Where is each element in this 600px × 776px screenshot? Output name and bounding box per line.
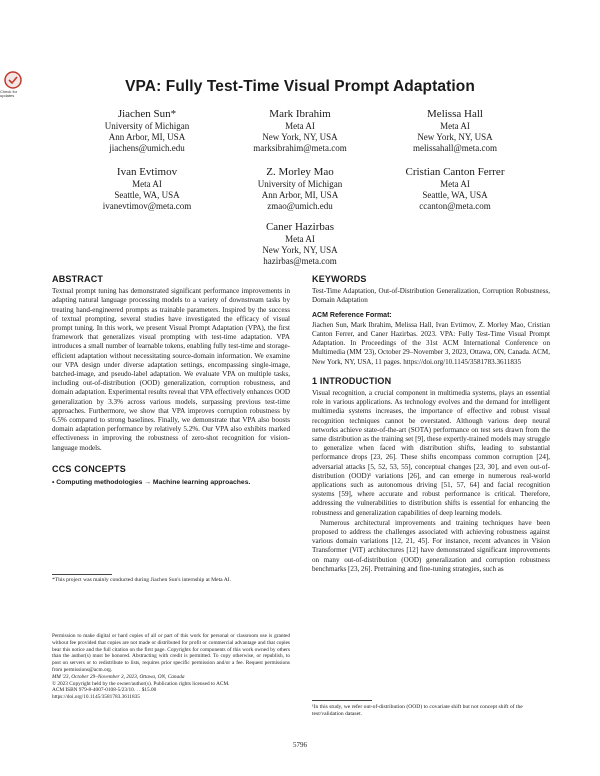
author-location: Seattle, WA, USA	[422, 190, 488, 201]
footnote-left: *This project was mainly conducted during Jiachen Sun's internship at Meta AI.	[52, 577, 232, 583]
author-block	[370, 107, 540, 155]
author-affiliation: Meta AI	[440, 179, 470, 189]
paper-title: VPA: Fully Test-Time Visual Prompt Adaptation	[125, 78, 475, 95]
author-block	[215, 220, 385, 268]
ccs-text: • Computing methodologies → Machine learning approaches.	[52, 479, 251, 487]
page-number: 5796	[293, 741, 307, 749]
author-email[interactable]: zmao@umich.edu	[267, 201, 333, 212]
introduction-heading: 1 INTRODUCTION	[312, 375, 392, 386]
author-affiliation: Meta AI	[440, 121, 470, 131]
author-name: Z. Morley Mao	[266, 166, 334, 178]
author-name: Ivan Evtimov	[116, 166, 178, 178]
abstract-text: Textual prompt tuning has demonstrated significant performance improvements in adapting natural language processing models to a variety of downstream tasks by treating hand-engineered prompts as trainable parameters. Inspired by the success of textual prompting, several studies have investigated the efficacy of visual prompt tuning. In this work, we present Visual Prompt Adaptation (VPA), the first framework that generalizes visual prompting with test-time adaptation. VPA introduces a small number of learnable tokens, enabling fully test-time and storage-efficient adaptation without necessitating source-domain information. We examine our VPA design under diverse adaptation settings, encompassing single-image, batched-image, and pseudo-label adaptation. We evaluate VPA on multiple tasks, including out-of-distribution (OOD) generalization, corruption robustness, and domain adaptation. Experimental results reveal that VPA effectively enhances OOD generalization by 3.3% across various models, surpassing previous test-time approaches. Furthermore, we show that VPA improves corruption robustness by 6.5% compared to strong baselines. Finally, we demonstrate that VPA also boosts domain adaptation performance by relatively 5.2%. Our VPA also exhibits marked effectiveness in improving the robustness of zero-shot recognition for vision-language models.	[52, 287, 290, 452]
keywords-text: Test-Time Adaptation, Out-of-Distribution Generalization, Corruption Robustness, Domain Adaptation	[312, 287, 550, 305]
reference-format-heading: ACM Reference Format:	[312, 311, 392, 319]
right-column	[312, 275, 550, 574]
introduction-paragraph: Visual recognition, a crucial component in multimedia systems, plays an essential role in various applications. As technology evolves and the demand for intelligent multimedia systems increases, the importance of effective and robust visual recognition techniques cannot be overstated. Although various deep neural networks achieve state-of-the-art (SOTA) performance on test sets drawn from the same distribution as the training set [9], these expertly-trained models may struggle to generalize when faced with distribution shifts, leading to substantial performance drops [23, 26]. These shifts encompass common corruption [24], adversarial attacks [5, 52, 53, 55], conceptual changes [23, 30], and even out-of-distribution (OOD)¹ variations [26], and can emerge in numerous real-world applications such as autonomous driving [51, 57, 64] and facial recognition systems [59], where accurate and robust performance is critical. Therefore, addressing the vulnerabilities to distribution shifts is essential for enhancing the robustness and generalization capabilities of deep learning models.	[312, 389, 550, 517]
copyright-line: © 2023 Copyright held by the owner/author(s). Publication rights licensed to ACM.	[52, 680, 230, 687]
author-email[interactable]: melissahall@meta.com	[412, 143, 497, 154]
author-affiliation: Meta AI	[132, 179, 162, 189]
footnote-divider	[312, 700, 372, 701]
author-name: Cristian Canton Ferrer	[405, 166, 505, 178]
author-block	[370, 165, 540, 213]
author-affiliation: Meta AI	[285, 234, 315, 244]
author-name: Mark Ibrahim	[269, 108, 331, 120]
isbn-line: ACM ISBN 979-8-4007-0108-5/23/10. . . $15.00	[52, 687, 157, 694]
author-location: New York, NY, USA	[262, 132, 338, 143]
author-location: Ann Arbor, MI, USA	[261, 190, 339, 201]
permission-text: Permission to make digital or hard copies of all or part of this work for personal or classroom use is granted without fee provided that copies are not made or distributed for profit or commercial advantage and that copies bear this notice and the full citation on the first page. Copyrights for components of this work owned by others than the author(s) must be honored. Abstracting with credit is permitted. To copy otherwise, or republish, to post on servers or to redistribute to lists, requires prior specific permission and/or a fee. Request permissions from permissions@acm.org.	[52, 633, 290, 673]
author-name: Jiachen Sun*	[117, 108, 177, 120]
footnote-divider	[52, 574, 112, 575]
author-affiliation: University of Michigan	[257, 179, 343, 189]
author-name: Caner Hazirbas	[265, 221, 335, 233]
reference-format-text: Jiachen Sun, Mark Ibrahim, Melissa Hall, Ivan Evtimov, Z. Morley Mao, Cristian Canton Ferrer, and Caner Hazirbas. 2023. VPA: Fully Test-Time Visual Prompt Adaptation. In Proceedings of the 31st ACM International Conference on Multimedia (MM '23), October 29–November 3, 2023, Ottawa, ON, Canada. ACM, New York, NY, USA, 11 pages. https://doi.org/10.1145/3581783.3611835	[312, 320, 550, 366]
author-affiliation: Meta AI	[285, 121, 315, 131]
left-column	[52, 275, 290, 487]
author-name: Melissa Hall	[427, 108, 483, 120]
author-email[interactable]: ccanton@meta.com	[419, 201, 491, 212]
doi-link[interactable]: https://doi.org/10.1145/3581783.3611835	[52, 694, 140, 701]
author-block	[215, 107, 385, 155]
author-email[interactable]: jiachens@umich.edu	[109, 143, 185, 154]
introduction-paragraph: Numerous architectural improvements and training techniques have been proposed to address the challenges associated with achieving robustness against various domain variations [12, 21, 45]. For instance, recent advances in Vision Transformer (ViT) architectures [12] have demonstrated significant improvements on many out-of-distribution (OOD) generalization and corruption robustness benchmarks [23, 26]. Pretraining and fine-tuning strategies, such as	[312, 518, 550, 573]
author-location: New York, NY, USA	[262, 245, 338, 256]
author-location: Seattle, WA, USA	[114, 190, 180, 201]
author-email[interactable]: ivanevtimov@meta.com	[102, 201, 192, 212]
author-email[interactable]: marksibrahim@meta.com	[253, 143, 347, 154]
author-email[interactable]: hazirbas@meta.com	[263, 256, 337, 267]
author-block	[62, 165, 232, 213]
footnote-right: ¹In this study, we refer out-of-distribution (OOD) to covariate shift but not concept shift of the test/validation dataset.	[312, 704, 523, 717]
author-block	[62, 107, 232, 155]
author-location: New York, NY, USA	[417, 132, 493, 143]
check-for-updates-label: Check for updates	[0, 89, 18, 98]
author-affiliation: University of Michigan	[104, 121, 190, 131]
abstract-heading: ABSTRACT	[52, 274, 104, 284]
author-block	[215, 165, 385, 213]
permission-block	[52, 633, 290, 701]
ccs-heading: CCS CONCEPTS	[52, 463, 126, 474]
author-location: Ann Arbor, MI, USA	[108, 132, 186, 143]
keywords-heading: KEYWORDS	[312, 274, 367, 284]
conference-line: MM '23, October 29–November 3, 2023, Ottawa, ON, Canada	[52, 673, 185, 680]
